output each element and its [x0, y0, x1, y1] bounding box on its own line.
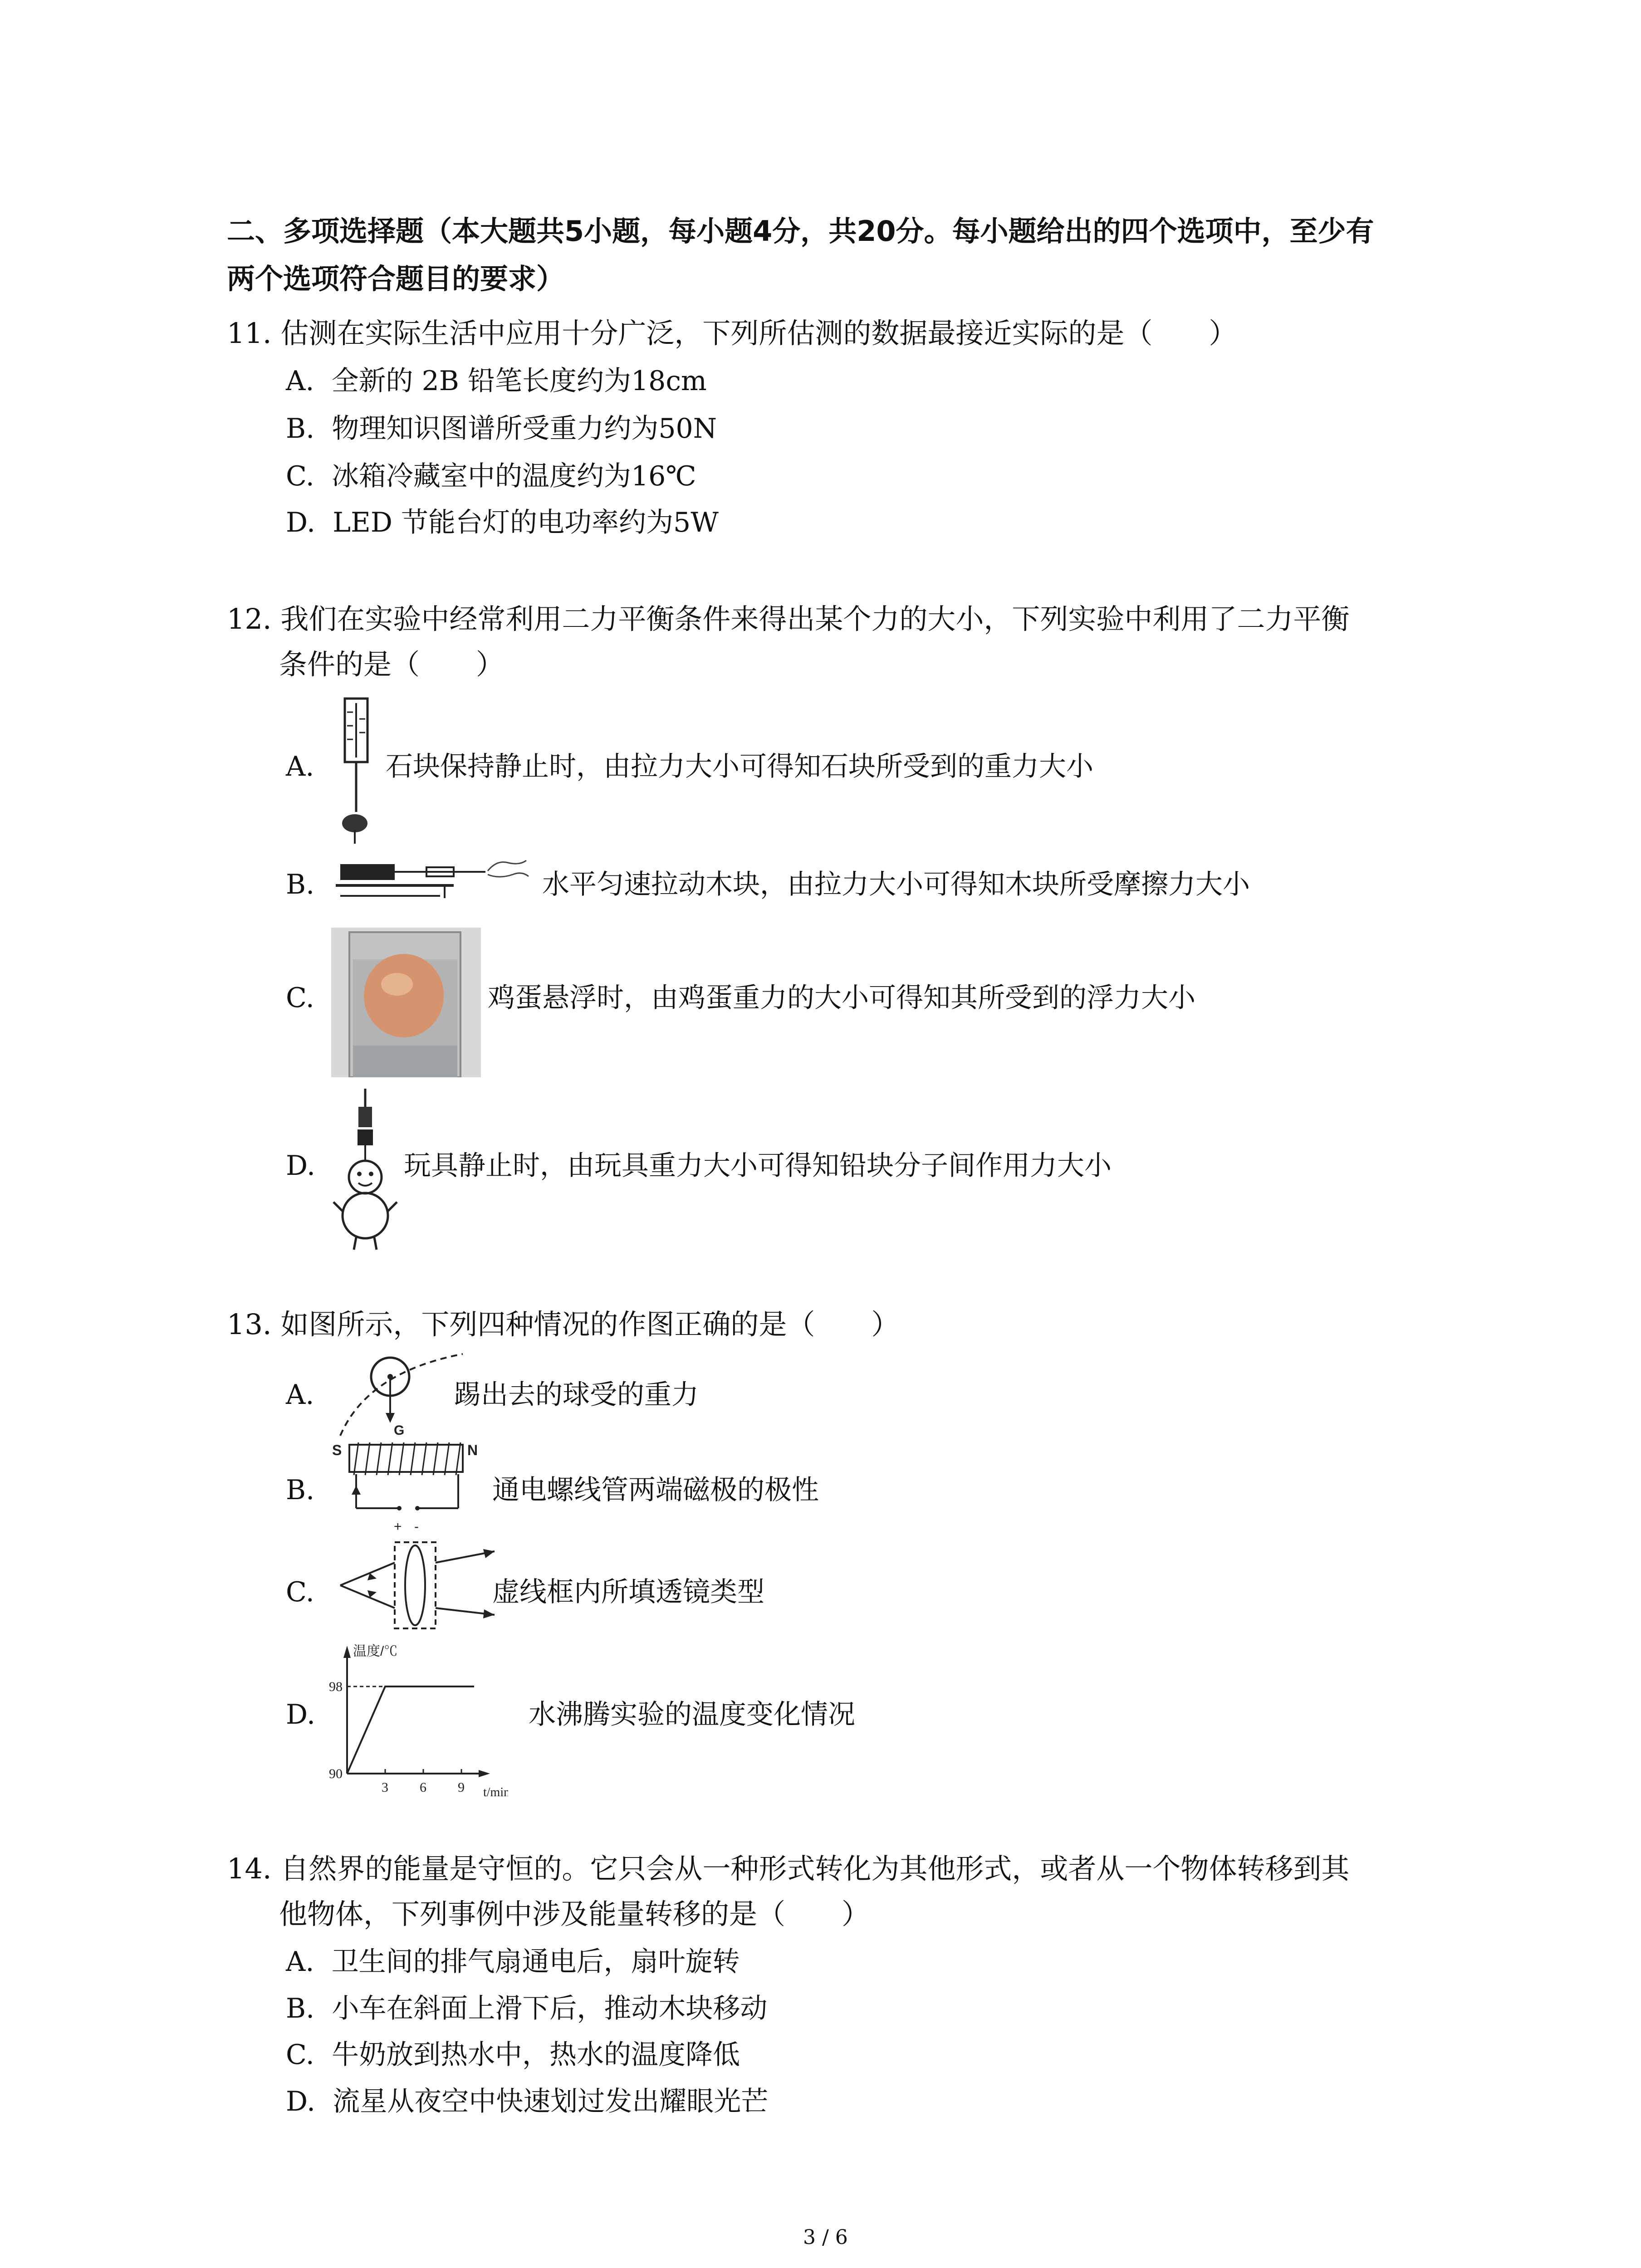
section-heading-line2: 两个选项符合题目的要求） [227, 262, 565, 295]
q11-option-d[interactable]: D. LED 节能台灯的电功率约为5W [286, 507, 719, 538]
temperature-series-line [347, 1686, 474, 1774]
q13-option-a-text[interactable]: 踢出去的球受的重力 [454, 1379, 699, 1411]
x-tick-label-3: 3 [382, 1780, 388, 1795]
q14-option-a[interactable]: A. 卫生间的排气扇通电后，扇叶旋转 [286, 1946, 740, 1978]
q13-option-b-text[interactable]: 通电螺线管两端磁极的极性 [492, 1474, 819, 1506]
y-axis-label: 温度/℃ [353, 1644, 398, 1659]
question-stem: 自然界的能量是守恒的。它只会从一种形式转化为其他形式，或者从一个物体转移到其 [280, 1852, 1350, 1885]
question-12-stem-line2: 条件的是（ ） [279, 648, 505, 681]
q13-option-d-text[interactable]: 水沸腾实验的温度变化情况 [529, 1699, 855, 1730]
q12-option-b-label: B. [286, 869, 315, 900]
question-13 [227, 1306, 899, 1343]
q14-option-b[interactable]: B. 小车在斜面上滑下后，推动木块移动 [286, 1993, 768, 2024]
question-number: 13. [227, 1308, 272, 1341]
q11-option-b[interactable]: B. 物理知识图谱所受重力约为50N [286, 413, 717, 445]
question-11 [227, 315, 1237, 352]
y-tick-98: 98 [329, 1679, 343, 1694]
x-axis-arrow [479, 1770, 490, 1777]
boiling-temperature-chart [327, 1637, 508, 1801]
q12-option-d-label: D. [286, 1150, 316, 1182]
q11-option-a[interactable]: A. 全新的 2B 铅笔长度约为18cm [286, 365, 707, 397]
x-tick-label-9: 9 [458, 1780, 465, 1795]
solenoid-n-label: N [467, 1442, 478, 1458]
question-stem: 如图所示，下列四种情况的作图正确的是（ ） [280, 1308, 900, 1341]
x-axis-label: t/min [483, 1785, 508, 1799]
solenoid-diagram [331, 1438, 485, 1538]
y-axis-arrow [343, 1646, 351, 1658]
question-number: 14. [227, 1852, 272, 1885]
page-number: 3 / 6 [803, 2226, 848, 2249]
q11-option-c[interactable]: C. 冰箱冷藏室中的温度约为16℃ [286, 460, 696, 492]
question-12 [227, 601, 1349, 637]
q12-option-d-text[interactable]: 玩具静止时，由玩具重力大小可得知铅块分子间作用力大小 [404, 1150, 1112, 1182]
q12-option-c-label: C. [286, 982, 314, 1014]
suspended-egg-photo [331, 928, 481, 1077]
q14-option-c[interactable]: C. 牛奶放到热水中，热水的温度降低 [286, 2039, 740, 2071]
q12-option-b-text[interactable]: 水平匀速拉动木块，由拉力大小可得知木块所受摩擦力大小 [542, 869, 1250, 900]
section-heading-line1: 二、多项选择题（本大题共5小题，每小题4分，共20分。每小题给出的四个选项中，至少有 [227, 215, 1374, 248]
lens-box-diagram [338, 1538, 501, 1633]
q12-option-a-text[interactable]: 石块保持静止时，由拉力大小可得知石块所受到的重力大小 [386, 751, 1093, 782]
q13-option-d-label: D. [286, 1699, 316, 1730]
question-stem: 估测在实际生活中应用十分广泛，下列所估测的数据最接近实际的是（ ） [280, 317, 1237, 350]
boiling-chart-svg [327, 1637, 508, 1801]
q12-option-c-text[interactable]: 鸡蛋悬浮时，由鸡蛋重力的大小可得知其所受到的浮力大小 [488, 982, 1195, 1014]
q13-option-a-label: A. [286, 1379, 314, 1411]
hanging-toy-icon [331, 1089, 399, 1252]
pulling-block-icon [336, 857, 535, 907]
q13-option-c-label: C. [286, 1576, 314, 1608]
solenoid-plus-label: + [394, 1519, 402, 1534]
q14-option-d[interactable]: D. 流星从夜空中快速划过发出耀眼光芒 [286, 2086, 769, 2117]
q13-option-c-text[interactable]: 虚线框内所填透镜类型 [492, 1576, 764, 1608]
question-14 [227, 1851, 1349, 1887]
q13-option-b-label: B. [286, 1474, 315, 1506]
x-tick-label-6: 6 [420, 1780, 426, 1795]
question-14-stem-line2: 他物体，下列事例中涉及能量转移的是（ ） [279, 1897, 870, 1931]
question-number: 11. [227, 317, 272, 350]
y-tick-90: 90 [329, 1766, 343, 1781]
q12-option-a-label: A. [286, 751, 314, 782]
solenoid-minus-label: - [414, 1519, 419, 1534]
ball-gravity-diagram [336, 1349, 467, 1440]
question-stem: 我们在实验中经常利用二力平衡条件来得出某个力的大小，下列实验中利用了二力平衡 [280, 602, 1350, 635]
solenoid-s-label: S [332, 1442, 342, 1458]
spring-scale-stone-icon [331, 694, 386, 848]
question-number: 12. [227, 602, 272, 635]
gravity-label: G [394, 1423, 405, 1438]
